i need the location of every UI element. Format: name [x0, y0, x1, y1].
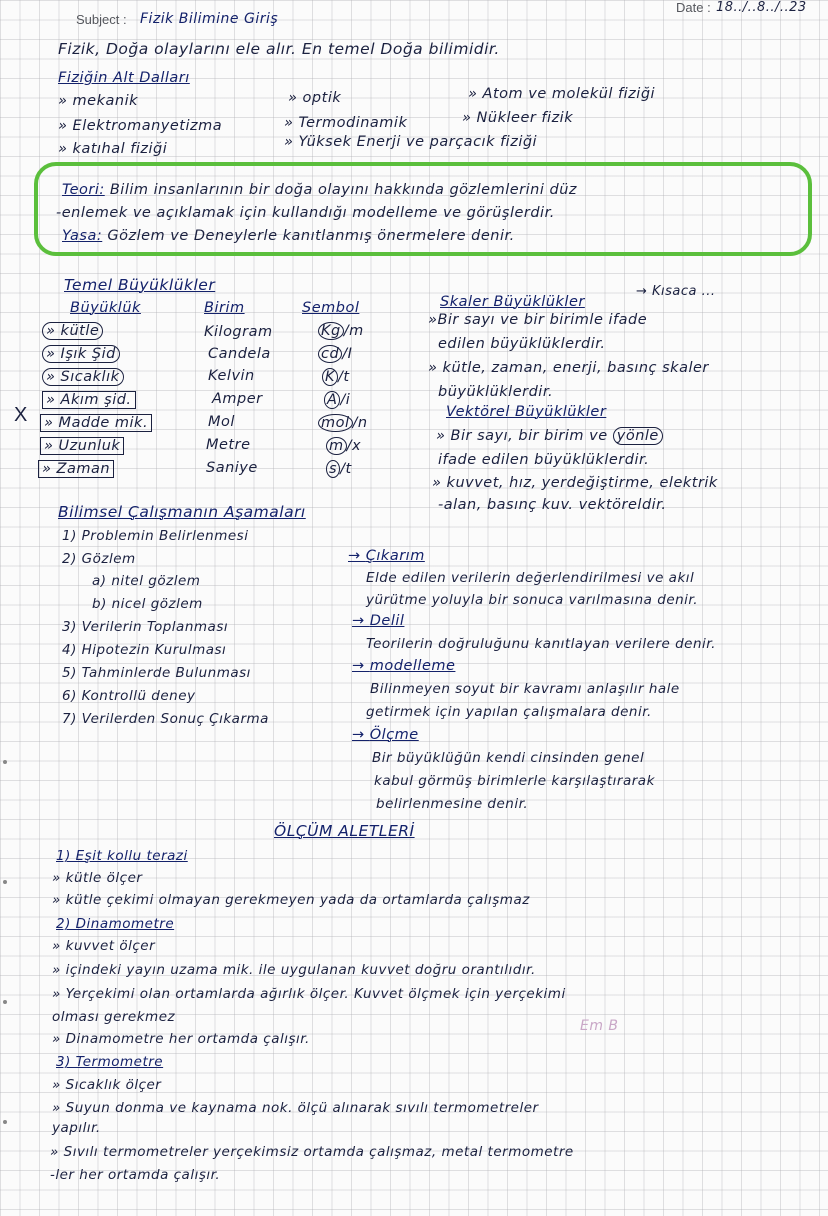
subfield-item: » Yüksek Enerji ve parçacık fiziği — [284, 134, 538, 150]
faint-note: Em B — [580, 1018, 619, 1034]
definition-line: Elde edilen verilerin değerlendirilmesi ve akıl — [366, 570, 695, 586]
skaler-line: edilen büyüklüklerdir. — [438, 336, 606, 352]
symbol-cell — [326, 437, 361, 455]
definition-term-text: Delil — [369, 613, 405, 629]
definition-line: Bilinmeyen soyut bir kavramı anlaşılır hale — [370, 681, 680, 697]
quantity-cell: » Madde mik. — [40, 414, 152, 432]
unit-cell: Kilogram — [204, 324, 273, 340]
skaler-line: »Bir sayı ve bir birimle ifade — [428, 312, 648, 328]
symbol-letter: /x — [346, 438, 362, 454]
definition-term: → Ölçme — [352, 727, 419, 743]
definition-term: → Delil — [352, 613, 405, 629]
symbol-circled: Kg — [318, 322, 344, 340]
symbol-letter: /I — [342, 346, 353, 362]
olcum-line: » Sıcaklık ölçer — [52, 1077, 162, 1093]
unit-cell: Amper — [212, 391, 263, 407]
theory-line — [62, 182, 577, 198]
temel-header-unit: Birim — [204, 300, 245, 316]
bilimsel-step: 1) Problemin Belirlenmesi — [62, 528, 249, 544]
definition-line: belirlenmesine denir. — [376, 796, 529, 812]
binding-hole — [3, 1120, 7, 1124]
skaler-line: büyüklüklerdir. — [438, 384, 554, 400]
subject-label: Subject : — [76, 12, 127, 27]
skaler-line: » kütle, zaman, enerji, basınç skaler — [428, 360, 709, 376]
symbol-cell — [322, 368, 350, 386]
symbol-cell — [318, 322, 364, 340]
olcum-line: yapılır. — [52, 1120, 101, 1136]
olcum-line: -ler her ortamda çalışır. — [50, 1167, 221, 1183]
binding-hole — [3, 1000, 7, 1004]
quantity-cell: » Sıcaklık — [42, 368, 124, 386]
skaler-title: Skaler Büyüklükler — [440, 294, 585, 310]
law-line — [62, 228, 515, 244]
symbol-circled: K — [322, 368, 338, 386]
symbol-cell — [318, 414, 368, 432]
quantity-cell: » Zaman — [38, 460, 114, 478]
skaler-arrow-note: → Kısaca ... — [636, 284, 716, 299]
binding-hole — [3, 880, 7, 884]
unit-cell: Metre — [206, 437, 251, 453]
symbol-letter: /n — [352, 415, 368, 431]
bilimsel-step: 4) Hipotezin Kurulması — [62, 642, 227, 658]
subfield-item: » katıhal fiziği — [58, 141, 168, 157]
law-text: Gözlem ve Deneylerle kanıtlanmış önermelere denir. — [107, 228, 515, 244]
symbol-circled: A — [324, 391, 340, 409]
subfield-item: » Termodinamik — [284, 115, 408, 131]
olcum-line: » kütle ölçer — [52, 870, 143, 886]
symbol-letter: /i — [340, 392, 351, 408]
vektorel-line — [436, 428, 663, 444]
symbol-circled: m — [326, 437, 347, 455]
definition-line: Bir büyüklüğün kendi cinsinden genel — [372, 750, 645, 766]
temel-header-quantity: Büyüklük — [70, 300, 141, 316]
symbol-circled: cd — [318, 345, 342, 363]
definition-line: Teorilerin doğruluğunu kanıtlayan verilere denir. — [366, 636, 716, 652]
margin-x-mark: X — [14, 404, 28, 426]
bilimsel-title: Bilimsel Çalışmanın Aşamaları — [58, 503, 306, 521]
subfield-item: » Elektromanyetizma — [58, 118, 223, 134]
olcum-line: » Sıvılı termometreler yerçekimsiz ortamda çalışmaz, metal termometre — [50, 1144, 574, 1160]
quantity-cell: » Işık Şid — [42, 345, 120, 363]
subfield-item: » optik — [288, 90, 342, 106]
bilimsel-step: 3) Verilerin Toplanması — [62, 619, 229, 635]
symbol-cell — [324, 391, 350, 409]
symbol-circled: s — [326, 460, 340, 478]
date-value: 18../..8../..23 — [716, 0, 807, 15]
vektorel-circled-word: yönle — [613, 427, 663, 445]
vektorel-title: Vektörel Büyüklükler — [446, 404, 607, 420]
quantity-cell: » Akım şid. — [42, 391, 136, 409]
definition-line: yürütme yoluyla bir sonuca varılmasına denir. — [366, 592, 699, 608]
unit-cell: Mol — [208, 414, 235, 430]
date-label: Date : — [676, 0, 711, 15]
temel-header-symbol: Sembol — [302, 300, 360, 316]
olcum-title: ÖLÇÜM ALETLERİ — [274, 822, 415, 840]
bilimsel-step: 6) Kontrollü deney — [62, 688, 196, 704]
subject-value: Fizik Bilimine Giriş — [140, 11, 279, 27]
subfield-item: » Atom ve molekül fiziği — [468, 86, 656, 102]
unit-cell: Kelvin — [208, 368, 255, 384]
vektorel-line: ifade edilen büyüklüklerdir. — [438, 452, 650, 468]
theory-line: -enlemek ve açıklamak için kullandığı modelleme ve görüşlerdir. — [56, 205, 555, 221]
subfields-title: Fiziğin Alt Dalları — [58, 70, 190, 86]
olcum-heading: 2) Dinamometre — [56, 916, 175, 932]
quantity-cell: » kütle — [42, 322, 103, 340]
olcum-heading: 3) Termometre — [56, 1054, 164, 1070]
law-label: Yasa: — [62, 228, 103, 244]
definition-term: → modelleme — [352, 658, 456, 674]
binding-hole — [3, 760, 7, 764]
subfield-item: » mekanik — [58, 93, 139, 109]
olcum-line: » Dinamometre her ortamda çalışır. — [52, 1031, 310, 1047]
unit-cell: Candela — [208, 346, 271, 362]
intro-line: Fizik, Doğa olaylarını ele alır. En temel Doğa bilimidir. — [58, 40, 500, 58]
olcum-line: » kütle çekimi olmayan gerekmeyen yada da ortamlarda çalışmaz — [52, 892, 530, 908]
symbol-letter: /t — [340, 461, 352, 477]
bilimsel-step: a) nitel gözlem — [92, 573, 201, 589]
symbol-letter: /t — [338, 369, 350, 385]
vektorel-line-text: » Bir sayı, bir birim ve — [436, 428, 608, 444]
symbol-cell — [318, 345, 352, 363]
olcum-line: » Suyun donma ve kaynama nok. ölçü alınarak sıvılı termometreler — [52, 1100, 539, 1116]
temel-title: Temel Büyüklükler — [64, 276, 216, 294]
quantity-cell: » Uzunluk — [40, 437, 124, 455]
definition-line: kabul görmüş birimlerle karşılaştırarak — [374, 773, 655, 789]
definition-line: getirmek için yapılan çalışmalara denir. — [366, 704, 652, 720]
olcum-line: olması gerekmez — [52, 1009, 176, 1025]
definition-term: → Çıkarım — [348, 548, 425, 564]
vektorel-line: -alan, basınç kuv. vektöreldir. — [438, 497, 667, 513]
olcum-line: » içindeki yayın uzama mik. ile uygulanan kuvvet doğru orantılıdır. — [52, 962, 536, 978]
bilimsel-step: 7) Verilerden Sonuç Çıkarma — [62, 711, 269, 727]
olcum-heading: 1) Eşit kollu terazi — [56, 848, 188, 864]
unit-cell: Saniye — [206, 460, 258, 476]
symbol-cell — [326, 460, 352, 478]
olcum-line: » kuvvet ölçer — [52, 938, 156, 954]
bilimsel-step: 5) Tahminlerde Bulunması — [62, 665, 251, 681]
olcum-line: » Yerçekimi olan ortamlarda ağırlık ölçer. Kuvvet ölçmek için yerçekimi — [52, 986, 566, 1002]
subfield-item: » Nükleer fizik — [462, 110, 574, 126]
symbol-circled: mol — [318, 414, 353, 432]
bilimsel-step: b) nicel gözlem — [92, 596, 203, 612]
vektorel-line: » kuvvet, hız, yerdeğiştirme, elektrik — [432, 475, 718, 491]
theory-label: Teori: — [62, 182, 105, 198]
definition-term-text: Çıkarım — [365, 548, 425, 564]
definition-term-text: modelleme — [369, 658, 456, 674]
definition-term-text: Ölçme — [369, 727, 419, 743]
symbol-letter: /m — [343, 323, 364, 339]
bilimsel-step: 2) Gözlem — [62, 551, 136, 567]
theory-text: Bilim insanlarının bir doğa olayını hakkında gözlemlerini düz — [109, 182, 578, 198]
